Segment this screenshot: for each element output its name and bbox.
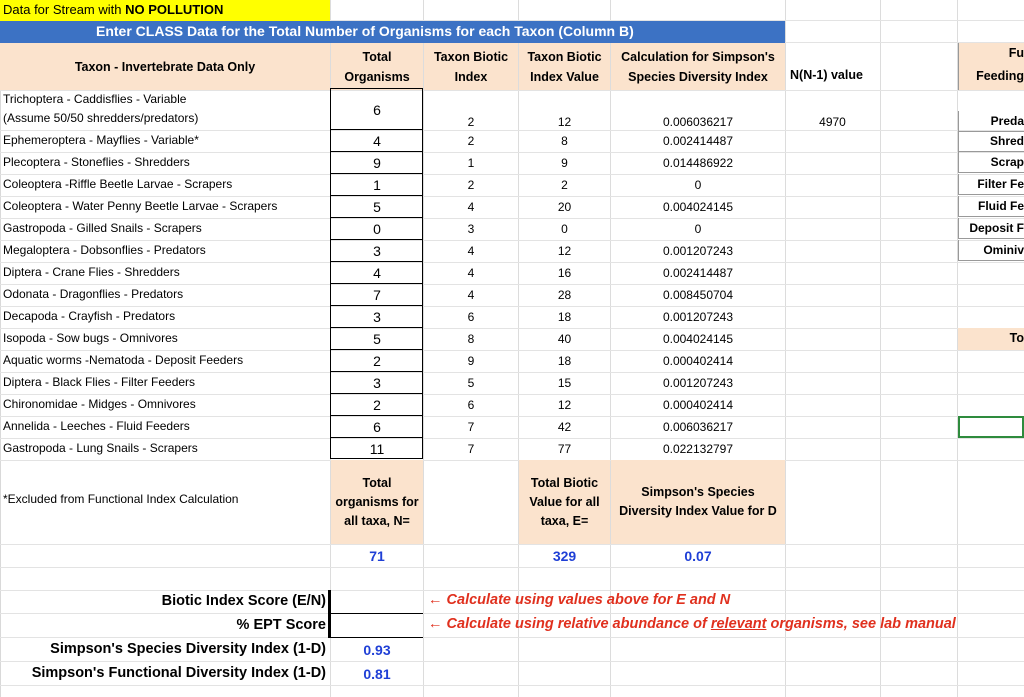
taxon-biotic-value-cell[interactable]: 16: [557, 266, 572, 280]
nn1-value-cell[interactable]: [785, 240, 880, 262]
taxon-biotic-value-cell[interactable]: 18: [557, 310, 572, 324]
nn1-value-cell[interactable]: [785, 284, 880, 306]
simpsons-calc-cell[interactable]: 0.014486922: [662, 156, 734, 170]
nn1-value-cell[interactable]: [785, 350, 880, 372]
instruction-banner[interactable]: Enter CLASS Data for the Total Number of Organisms for each Taxon (Column B): [0, 21, 785, 43]
row-label[interactable]: Megaloptera - Dobsonflies - Predators: [3, 243, 206, 257]
taxon-biotic-index-cell[interactable]: 4: [467, 288, 475, 302]
taxon-biotic-value-cell[interactable]: 40: [557, 332, 572, 346]
taxon-biotic-value-cell[interactable]: 28: [557, 288, 572, 302]
taxon-biotic-index-cell[interactable]: 2: [467, 115, 475, 129]
header-taxon[interactable]: Taxon - Invertebrate Data Only: [0, 43, 330, 90]
total-partial-cell[interactable]: [958, 328, 1024, 350]
header-taxon-biotic-index[interactable]: Taxon Biotic Index: [424, 43, 518, 90]
header-total-organisms[interactable]: Total Organisms: [331, 43, 423, 90]
row-label[interactable]: Coleoptera -Riffle Beetle Larvae - Scrapers: [3, 177, 233, 191]
taxon-biotic-value-cell[interactable]: 77: [557, 442, 572, 456]
stream-title[interactable]: Data for Stream with NO POLLUTION: [0, 0, 330, 21]
nn1-value-cell[interactable]: [785, 306, 880, 328]
simpsons-calc-cell[interactable]: 0: [694, 222, 702, 236]
taxon-biotic-value-cell[interactable]: 12: [557, 398, 572, 412]
taxon-biotic-index-cell[interactable]: 5: [467, 376, 475, 390]
nn1-value-cell[interactable]: [785, 394, 880, 416]
taxon-biotic-index-cell[interactable]: 4: [467, 244, 475, 258]
taxon-biotic-index-cell[interactable]: 4: [467, 200, 475, 214]
ept-label: % EPT Score: [236, 617, 326, 633]
header-nn1[interactable]: N(N-1) value: [790, 68, 863, 82]
taxon-biotic-index-cell[interactable]: 7: [467, 420, 475, 434]
biotic-index-input[interactable]: [330, 590, 423, 614]
total-partial-label: To: [1009, 331, 1024, 345]
simpsons-calc-cell[interactable]: 0: [694, 178, 702, 192]
row-label[interactable]: Aquatic worms -Nematoda - Deposit Feeders: [3, 353, 244, 367]
simpsons-calc-cell[interactable]: 0.004024145: [662, 200, 734, 214]
header-taxon-biotic-index-value[interactable]: Taxon Biotic Index Value: [519, 43, 610, 90]
row-label[interactable]: Chironomidae - Midges - Omnivores: [3, 397, 196, 411]
simpsons-calc-cell[interactable]: 0.004024145: [662, 332, 734, 346]
feeding-category-cell[interactable]: Filter Fe: [958, 174, 1024, 195]
note-calc-ept: ← Calculate using relative abundance of relevant organisms, see lab manual: [428, 616, 956, 632]
nn1-value-cell[interactable]: [785, 196, 880, 218]
total-organisms-cell[interactable]: 11: [369, 441, 385, 457]
species-diversity-label: Simpson's Species Diversity Index (1-D): [50, 641, 326, 657]
header-feeding-partial[interactable]: [958, 43, 1024, 90]
taxon-biotic-index-cell[interactable]: 7: [467, 442, 475, 456]
taxon-biotic-index-cell[interactable]: 9: [467, 354, 475, 368]
nn1-value-cell[interactable]: [785, 416, 880, 438]
taxon-biotic-value-cell[interactable]: 2: [561, 178, 568, 192]
selected-cell[interactable]: [958, 416, 1024, 438]
taxon-biotic-index-cell[interactable]: 6: [467, 310, 475, 324]
row-label[interactable]: Isopoda - Sow bugs - Omnivores: [3, 331, 178, 345]
total-n-label[interactable]: Total organisms for all taxa, N=: [331, 460, 423, 544]
feeding-category-cell[interactable]: Preda: [958, 111, 1024, 132]
functional-diversity-label: Simpson's Functional Diversity Index (1-D): [31, 665, 326, 681]
header-feeding-label: Feeding: [976, 69, 1024, 83]
total-organisms-cell[interactable]: 6: [331, 90, 423, 130]
total-n-value[interactable]: 71: [369, 548, 385, 564]
simpsons-calc-cell[interactable]: 0.002414487: [662, 134, 734, 148]
taxon-biotic-index-cell[interactable]: 1: [467, 156, 475, 170]
taxon-biotic-value-cell[interactable]: 12: [557, 115, 572, 129]
nn1-value-cell[interactable]: [785, 218, 880, 240]
feeding-category-cell[interactable]: Shred: [958, 131, 1024, 152]
row-label[interactable]: Decapoda - Crayfish - Predators: [3, 309, 176, 323]
biotic-index-label: Biotic Index Score (E/N): [161, 593, 326, 609]
nn1-value-cell[interactable]: [785, 438, 880, 460]
row-label[interactable]: Diptera - Black Flies - Filter Feeders: [3, 375, 196, 389]
total-organisms-cell[interactable]: 6: [331, 416, 423, 438]
nn1-value-cell[interactable]: [785, 372, 880, 394]
nn1-value-cell[interactable]: [785, 328, 880, 350]
functional-diversity-value[interactable]: 0.81: [363, 666, 391, 682]
taxon-biotic-value-cell[interactable]: 9: [561, 156, 568, 170]
feeding-category-cell[interactable]: Ominiv: [958, 240, 1024, 261]
row-label[interactable]: Diptera - Crane Flies - Shredders: [3, 265, 180, 279]
simpsons-calc-cell[interactable]: 0.000402414: [662, 354, 734, 368]
feeding-category-cell[interactable]: Fluid Fe: [958, 196, 1024, 217]
row-label[interactable]: Annelida - Leeches - Fluid Feeders: [3, 419, 190, 433]
total-organisms-cell[interactable]: 5: [331, 328, 423, 350]
total-organisms-cell[interactable]: 5: [331, 196, 423, 218]
simpsons-calc-cell[interactable]: 0.002414487: [662, 266, 734, 280]
ept-input[interactable]: [330, 614, 423, 638]
taxon-biotic-index-cell[interactable]: 2: [467, 134, 475, 148]
header-functional-partial: Fu: [1008, 46, 1024, 60]
header-simpsons-calc[interactable]: Calculation for Simpson's Species Diversity Index: [611, 43, 785, 90]
simpsons-calc-cell[interactable]: 0.006036217: [662, 115, 734, 129]
row-label[interactable]: Coleoptera - Water Penny Beetle Larvae - Scrapers: [3, 199, 278, 213]
gridline: [880, 0, 881, 697]
total-organisms-cell[interactable]: 2: [331, 350, 423, 372]
taxon-biotic-index-cell[interactable]: 8: [467, 332, 475, 346]
row-label[interactable]: Plecoptera - Stoneflies - Shredders: [3, 155, 190, 169]
simpson-d-value[interactable]: 0.07: [684, 548, 712, 564]
feeding-category-cell[interactable]: Scrap: [958, 152, 1024, 173]
taxon-biotic-index-cell[interactable]: 6: [467, 398, 475, 412]
nn1-value-cell[interactable]: [785, 262, 880, 284]
taxon-biotic-value-cell[interactable]: 18: [557, 354, 572, 368]
total-organisms-cell[interactable]: 3: [331, 240, 423, 262]
row-label-trichoptera[interactable]: Trichoptera - Caddisflies - Variable (Assume 50/50 shredders/predators): [3, 92, 199, 125]
note-calc-biotic: ← Calculate using values above for E and N: [428, 592, 731, 608]
total-e-value[interactable]: 329: [552, 548, 577, 564]
taxon-biotic-value-cell[interactable]: 8: [561, 134, 568, 148]
taxon-biotic-index-cell[interactable]: 4: [467, 266, 475, 280]
taxon-biotic-value-cell[interactable]: 15: [557, 376, 572, 390]
simpsons-calc-cell[interactable]: 0.000402414: [662, 398, 734, 412]
row-label[interactable]: Odonata - Dragonflies - Predators: [3, 287, 184, 301]
nn1-value-cell[interactable]: [785, 152, 880, 174]
simpsons-calc-cell[interactable]: 0.001207243: [662, 376, 734, 390]
total-organisms-cell[interactable]: 7: [331, 284, 423, 306]
simpsons-calc-cell[interactable]: 0.001207243: [662, 244, 734, 258]
species-diversity-value[interactable]: 0.93: [363, 642, 391, 658]
total-organisms-cell[interactable]: 3: [331, 372, 423, 394]
simpsons-calc-cell[interactable]: 0.001207243: [662, 310, 734, 324]
taxon-biotic-value-cell[interactable]: 0: [561, 222, 568, 236]
simpsons-calc-cell[interactable]: 0.022132797: [662, 442, 734, 456]
taxon-biotic-index-cell[interactable]: 2: [467, 178, 475, 192]
total-e-label[interactable]: Total Biotic Value for all taxa, E=: [519, 460, 610, 544]
row-label[interactable]: Gastropoda - Lung Snails - Scrapers: [3, 441, 198, 455]
nn1-value-cell[interactable]: 4970: [819, 115, 846, 129]
nn1-value-cell[interactable]: [785, 174, 880, 196]
total-organisms-cell[interactable]: 4: [331, 130, 423, 152]
row-label[interactable]: Gastropoda - Gilled Snails - Scrapers: [3, 221, 202, 235]
total-organisms-cell[interactable]: 2: [331, 394, 423, 416]
excluded-note: *Excluded from Functional Index Calculation: [3, 492, 239, 506]
simpsons-calc-cell[interactable]: 0.006036217: [662, 420, 734, 434]
total-organisms-cell[interactable]: 0: [331, 218, 423, 240]
simpson-d-label[interactable]: Simpson's Species Diversity Index Value for D: [611, 460, 785, 544]
total-organisms-cell[interactable]: 9: [331, 152, 423, 174]
nn1-value-cell[interactable]: [785, 130, 880, 152]
total-organisms-cell[interactable]: 4: [331, 262, 423, 284]
taxon-biotic-value-cell[interactable]: 12: [557, 244, 572, 258]
total-organisms-cell[interactable]: 1: [331, 174, 423, 196]
feeding-category-cell[interactable]: Deposit F: [958, 218, 1024, 239]
total-organisms-cell[interactable]: 3: [331, 306, 423, 328]
row-label[interactable]: Ephemeroptera - Mayflies - Variable*: [3, 133, 199, 147]
taxon-biotic-index-cell[interactable]: 3: [467, 222, 475, 236]
taxon-biotic-value-cell[interactable]: 20: [557, 200, 572, 214]
taxon-biotic-value-cell[interactable]: 42: [557, 420, 572, 434]
simpsons-calc-cell[interactable]: 0.008450704: [662, 288, 734, 302]
